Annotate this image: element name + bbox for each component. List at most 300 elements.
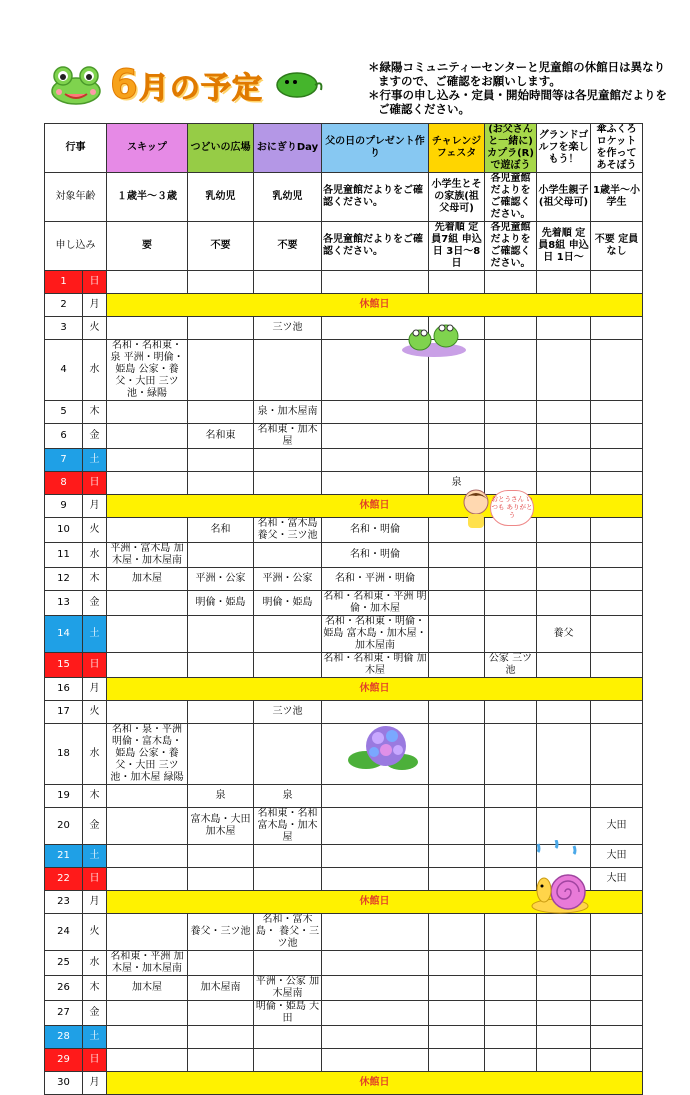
schedule-cell <box>537 785 591 808</box>
schedule-cell <box>485 271 537 294</box>
schedule-cell: 名和・泉・平洲 明倫・富木島・姫島 公家・養父・大田 三ツ池・加木屋 緑陽 <box>107 724 188 785</box>
schedule-cell <box>107 449 188 472</box>
schedule-cell: 名和東 <box>188 424 254 449</box>
schedule-cell <box>107 591 188 616</box>
schedule-cell <box>591 914 643 951</box>
schedule-cell: 富木島・大田 加木屋 <box>188 808 254 845</box>
schedule-cell <box>429 1026 485 1049</box>
schedule-cell <box>537 472 591 495</box>
schedule-cell: 明倫・姫島 大田 <box>254 1001 322 1026</box>
closed-day: 休館日 <box>107 1072 643 1095</box>
schedule-cell <box>322 951 429 976</box>
schedule-cell <box>537 653 591 678</box>
schedule-cell <box>537 808 591 845</box>
day-number: 26 <box>45 976 83 1001</box>
schedule-cell <box>188 340 254 401</box>
schedule-cell <box>254 1026 322 1049</box>
schedule-cell <box>188 868 254 891</box>
schedule-cell <box>537 424 591 449</box>
schedule-cell <box>485 616 537 653</box>
schedule-cell <box>429 724 485 785</box>
schedule-cell <box>485 317 537 340</box>
schedule-cell <box>537 724 591 785</box>
schedule-cell: 名和東・名和 富木島・加木屋 <box>254 808 322 845</box>
day-weekday: 月 <box>83 891 107 914</box>
day-weekday: 土 <box>83 616 107 653</box>
schedule-cell <box>188 845 254 868</box>
schedule-cell <box>429 653 485 678</box>
schedule-cell <box>429 616 485 653</box>
schedule-cell <box>188 317 254 340</box>
col-golf: グランドゴルフを楽しもう！ <box>537 124 591 173</box>
schedule-cell <box>591 701 643 724</box>
day-number: 9 <box>45 495 83 518</box>
schedule-cell <box>537 271 591 294</box>
day-row <box>45 678 643 701</box>
day-weekday: 水 <box>83 724 107 785</box>
schedule-cell <box>322 1001 429 1026</box>
col-onigiri: おにぎりDay <box>254 124 322 173</box>
schedule-cell <box>107 518 188 543</box>
schedule-cell <box>537 976 591 1001</box>
schedule-cell <box>107 785 188 808</box>
schedule-cell <box>537 543 591 568</box>
schedule-cell <box>322 472 429 495</box>
schedule-cell <box>429 401 485 424</box>
title-area <box>50 62 323 108</box>
target-challenge: 小学生とその家族(祖父母可) <box>429 173 485 222</box>
schedule-cell <box>485 976 537 1001</box>
schedule-cell <box>254 1049 322 1072</box>
schedule-cell <box>537 591 591 616</box>
day-row <box>45 340 643 401</box>
event-row <box>45 124 643 173</box>
apply-umbrella: 不要 定員なし <box>591 222 643 271</box>
day-number: 3 <box>45 317 83 340</box>
schedule-cell: 平洲・公家 加木屋南 <box>254 976 322 1001</box>
day-row <box>45 1026 643 1049</box>
schedule-cell <box>485 785 537 808</box>
target-hiroba: 乳幼児 <box>188 173 254 222</box>
schedule-cell <box>188 653 254 678</box>
day-weekday: 月 <box>83 1072 107 1095</box>
closed-day: 休館日 <box>107 495 643 518</box>
schedule-cell <box>591 1001 643 1026</box>
day-weekday: 木 <box>83 568 107 591</box>
day-number: 30 <box>45 1072 83 1095</box>
schedule-cell <box>429 424 485 449</box>
schedule-cell: 大田 <box>591 845 643 868</box>
day-weekday: 月 <box>83 678 107 701</box>
schedule-cell <box>591 591 643 616</box>
schedule-cell <box>429 976 485 1001</box>
schedule-cell <box>188 1001 254 1026</box>
schedule-cell <box>188 401 254 424</box>
schedule-cell: 泉 <box>254 785 322 808</box>
schedule-cell: 名和東・平洲 加木屋・加木屋南 <box>107 951 188 976</box>
schedule-cell: 養父 <box>537 616 591 653</box>
day-weekday: 月 <box>83 294 107 317</box>
schedule-cell <box>537 518 591 543</box>
day-weekday: 日 <box>83 472 107 495</box>
schedule-cell <box>322 914 429 951</box>
schedule-cell <box>254 472 322 495</box>
schedule-cell <box>485 1049 537 1072</box>
day-weekday: 金 <box>83 424 107 449</box>
schedule-cell <box>485 449 537 472</box>
schedule-cell <box>591 518 643 543</box>
schedule-cell <box>485 724 537 785</box>
schedule-cell <box>429 845 485 868</box>
schedule-cell: 三ツ池 <box>254 701 322 724</box>
day-weekday: 水 <box>83 951 107 976</box>
schedule-cell <box>107 271 188 294</box>
header <box>0 0 690 122</box>
schedule-cell <box>188 951 254 976</box>
closed-day: 休館日 <box>107 294 643 317</box>
schedule-cell: 養父・三ツ池 <box>188 914 254 951</box>
day-number: 10 <box>45 518 83 543</box>
schedule-cell <box>429 1001 485 1026</box>
schedule-cell <box>188 271 254 294</box>
schedule-cell: 公家 三ツ池 <box>485 653 537 678</box>
note-line: ＊行事の申し込み・定員・開始時間等は各児童館だよりをご確認ください。 <box>368 88 667 116</box>
day-row <box>45 568 643 591</box>
day-row <box>45 785 643 808</box>
father-card-text: おとうさん いつも ありがとう <box>490 490 534 526</box>
schedule-cell <box>107 424 188 449</box>
apply-challenge: 先着順 定員7組 申込日 3日～8日 <box>429 222 485 271</box>
day-weekday: 金 <box>83 808 107 845</box>
day-row <box>45 401 643 424</box>
schedule-cell <box>537 401 591 424</box>
schedule-cell <box>322 1026 429 1049</box>
schedule-cell: 大田 <box>591 808 643 845</box>
day-row <box>45 951 643 976</box>
schedule-cell <box>591 616 643 653</box>
schedule-cell <box>591 568 643 591</box>
schedule-cell <box>254 449 322 472</box>
schedule-cell <box>591 951 643 976</box>
schedule-cell <box>322 845 429 868</box>
day-number: 27 <box>45 1001 83 1026</box>
schedule-cell <box>429 868 485 891</box>
day-number: 29 <box>45 1049 83 1072</box>
day-weekday: 日 <box>83 1049 107 1072</box>
apply-hiroba: 不要 <box>188 222 254 271</box>
schedule-cell <box>107 317 188 340</box>
target-golf: 小学生親子(祖父母可) <box>537 173 591 222</box>
day-weekday: 月 <box>83 495 107 518</box>
day-row <box>45 1049 643 1072</box>
day-row <box>45 1001 643 1026</box>
schedule-cell <box>429 914 485 951</box>
schedule-cell <box>591 1026 643 1049</box>
schedule-cell <box>322 424 429 449</box>
schedule-cell <box>107 868 188 891</box>
schedule-cell <box>254 653 322 678</box>
schedule-cell <box>591 785 643 808</box>
schedule-cell <box>429 543 485 568</box>
schedule-cell <box>107 401 188 424</box>
target-onigiri: 乳幼児 <box>254 173 322 222</box>
target-kapla: 各児童館だよりをご確認ください。 <box>485 173 537 222</box>
day-row <box>45 1072 643 1095</box>
schedule-cell <box>537 701 591 724</box>
schedule-cell <box>537 340 591 401</box>
day-weekday: 木 <box>83 785 107 808</box>
day-weekday: 木 <box>83 976 107 1001</box>
day-row <box>45 271 643 294</box>
target-skip: １歳半～３歳 <box>107 173 188 222</box>
day-weekday: 火 <box>83 701 107 724</box>
schedule-cell <box>429 449 485 472</box>
schedule-cell <box>188 1026 254 1049</box>
day-number: 17 <box>45 701 83 724</box>
schedule-cell <box>485 868 537 891</box>
schedule-cell <box>591 724 643 785</box>
day-number: 13 <box>45 591 83 616</box>
apply-kapla: 各児童館だよりをご確認ください。 <box>485 222 537 271</box>
day-number: 15 <box>45 653 83 678</box>
schedule-cell <box>254 868 322 891</box>
schedule-cell <box>485 568 537 591</box>
day-row <box>45 724 643 785</box>
target-label: 対象年齢 <box>45 173 107 222</box>
day-number: 24 <box>45 914 83 951</box>
schedule-cell <box>591 449 643 472</box>
closed-day: 休館日 <box>107 678 643 701</box>
frog-icon <box>50 65 102 105</box>
day-weekday: 日 <box>83 271 107 294</box>
schedule-table <box>44 123 643 1095</box>
schedule-cell <box>188 724 254 785</box>
schedule-cell <box>537 568 591 591</box>
frogs-illustration <box>400 316 468 358</box>
schedule-cell: 泉 <box>429 472 485 495</box>
snail-illustration <box>530 840 592 916</box>
day-number: 25 <box>45 951 83 976</box>
day-number: 8 <box>45 472 83 495</box>
day-weekday: 土 <box>83 449 107 472</box>
note-line: ＊緑陽コミュニティーセンターと児童館の休館日は異なりますので、ご確認をお願いします。 <box>368 60 666 88</box>
schedule-cell <box>591 340 643 401</box>
schedule-cell <box>322 976 429 1001</box>
schedule-cell <box>485 424 537 449</box>
schedule-cell <box>429 808 485 845</box>
schedule-cell: 名和・明倫 <box>322 518 429 543</box>
schedule-cell <box>485 951 537 976</box>
schedule-cell <box>188 543 254 568</box>
schedule-cell <box>537 1001 591 1026</box>
schedule-cell <box>254 271 322 294</box>
schedule-cell <box>485 914 537 951</box>
day-number: 22 <box>45 868 83 891</box>
schedule-cell <box>254 340 322 401</box>
schedule-cell <box>485 845 537 868</box>
day-number: 7 <box>45 449 83 472</box>
day-row <box>45 317 643 340</box>
apply-row <box>45 222 643 271</box>
schedule-cell: 名和・名和東・平洲 明倫・加木屋 <box>323 591 427 614</box>
schedule-cell <box>429 568 485 591</box>
schedule-cell <box>322 401 429 424</box>
schedule-cell: 名和東・加木屋 <box>254 424 322 449</box>
col-hiroba: つどいの広場 <box>188 124 254 173</box>
schedule-cell <box>429 951 485 976</box>
schedule-cell <box>107 616 188 653</box>
day-row <box>45 472 643 495</box>
day-weekday: 火 <box>83 518 107 543</box>
tadpole-icon <box>273 70 323 100</box>
col-skip: スキップ <box>107 124 188 173</box>
apply-father: 各児童館だよりをご確認ください。 <box>322 222 429 271</box>
schedule-cell <box>188 616 254 653</box>
schedule-cell <box>591 976 643 1001</box>
schedule-cell <box>537 449 591 472</box>
target-father: 各児童館だよりをご確認ください。 <box>322 173 429 222</box>
day-weekday: 金 <box>83 591 107 616</box>
apply-skip: 要 <box>107 222 188 271</box>
schedule-cell <box>537 317 591 340</box>
day-number: 20 <box>45 808 83 845</box>
apply-onigiri: 不要 <box>254 222 322 271</box>
schedule-cell: 加木屋 <box>107 568 188 591</box>
schedule-cell <box>107 1049 188 1072</box>
schedule-cell: 名和・名和東・明倫 加木屋 <box>323 653 427 676</box>
day-weekday: 日 <box>83 868 107 891</box>
schedule-cell <box>591 543 643 568</box>
day-number: 23 <box>45 891 83 914</box>
father-card-illustration <box>458 486 533 530</box>
schedule-cell: 泉 <box>188 785 254 808</box>
schedule-cell <box>537 1049 591 1072</box>
day-row <box>45 495 643 518</box>
schedule-cell <box>485 701 537 724</box>
schedule-cell: 名和・富木島・ 養父・三ツ池 <box>254 914 322 951</box>
schedule-cell: 名和・名和東・明倫・姫島 富木島・加木屋・加木屋南 <box>323 616 427 651</box>
day-row <box>45 591 643 616</box>
schedule-cell <box>107 808 188 845</box>
schedule-cell <box>322 808 429 845</box>
day-row <box>45 701 643 724</box>
apply-golf: 先着順 定員8組 申込日 1日～ <box>537 222 591 271</box>
day-weekday: 土 <box>83 845 107 868</box>
schedule-cell <box>485 1026 537 1049</box>
day-row <box>45 294 643 317</box>
target-umbrella: 1歳半～小学生 <box>591 173 643 222</box>
hydrangea-illustration <box>346 722 422 774</box>
day-number: 28 <box>45 1026 83 1049</box>
schedule-cell: 加木屋 <box>107 976 188 1001</box>
day-row <box>45 914 643 951</box>
day-weekday: 土 <box>83 1026 107 1049</box>
schedule-cell <box>254 616 322 653</box>
event-label: 行事 <box>45 124 107 173</box>
day-number: 12 <box>45 568 83 591</box>
schedule-cell: 平洲・公家 <box>254 568 322 591</box>
day-number: 6 <box>45 424 83 449</box>
schedule-cell: 平洲・富木島 加木屋・加木屋南 <box>107 543 188 568</box>
schedule-cell <box>591 271 643 294</box>
schedule-cell: 名和・名和東・泉 平洲・明倫・姫島 公家・養父・大田 三ツ池・緑陽 <box>107 340 188 401</box>
target-row <box>45 173 643 222</box>
schedule-cell <box>188 472 254 495</box>
schedule-cell <box>107 653 188 678</box>
closed-day: 休館日 <box>107 891 643 914</box>
schedule-cell <box>254 543 322 568</box>
day-row <box>45 518 643 543</box>
day-number: 4 <box>45 340 83 401</box>
day-number: 1 <box>45 271 83 294</box>
day-row <box>45 424 643 449</box>
col-umbrella: 傘ふくろロケットを作ってあそぼう <box>591 124 643 173</box>
schedule-cell <box>591 1049 643 1072</box>
schedule-cell <box>107 1001 188 1026</box>
day-row <box>45 449 643 472</box>
schedule-cell: 名和・平洲・明倫 <box>322 568 429 591</box>
schedule-cell <box>429 701 485 724</box>
schedule-cell <box>485 808 537 845</box>
day-weekday: 水 <box>83 340 107 401</box>
schedule-cell <box>591 401 643 424</box>
page-title: 6月の予定 <box>110 62 263 108</box>
day-weekday: 水 <box>83 543 107 568</box>
schedule-cell <box>322 271 429 294</box>
schedule-cell <box>188 449 254 472</box>
schedule-cell <box>485 1001 537 1026</box>
schedule-cell <box>107 1026 188 1049</box>
schedule-cell: 平洲・公家 <box>188 568 254 591</box>
schedule-cell <box>254 845 322 868</box>
day-number: 16 <box>45 678 83 701</box>
col-father: 父の日のプレゼント作り <box>322 124 429 173</box>
schedule-cell <box>537 914 591 951</box>
day-weekday: 火 <box>83 317 107 340</box>
day-row <box>45 616 643 653</box>
day-weekday: 木 <box>83 401 107 424</box>
schedule-cell <box>107 914 188 951</box>
schedule-cell <box>429 271 485 294</box>
schedule-cell <box>485 340 537 401</box>
notes <box>368 60 668 116</box>
day-weekday: 金 <box>83 1001 107 1026</box>
day-number: 5 <box>45 401 83 424</box>
schedule-cell: 大田 <box>591 868 643 891</box>
schedule-cell <box>188 701 254 724</box>
day-number: 18 <box>45 724 83 785</box>
day-number: 2 <box>45 294 83 317</box>
schedule-cell <box>537 951 591 976</box>
day-number: 21 <box>45 845 83 868</box>
schedule-cell <box>107 472 188 495</box>
schedule-cell: 名和・明倫 <box>322 543 429 568</box>
day-row <box>45 653 643 678</box>
schedule-cell <box>429 785 485 808</box>
apply-label: 申し込み <box>45 222 107 271</box>
day-weekday: 火 <box>83 914 107 951</box>
schedule-cell <box>254 951 322 976</box>
day-number: 11 <box>45 543 83 568</box>
schedule-cell <box>322 868 429 891</box>
schedule-cell: 三ツ池 <box>254 317 322 340</box>
day-number: 14 <box>45 616 83 653</box>
schedule-cell <box>107 701 188 724</box>
schedule-cell <box>485 401 537 424</box>
schedule-cell <box>429 1049 485 1072</box>
col-kapla: (お父さんと一緒に)カプラ(R)で遊ぼう <box>485 124 537 173</box>
schedule-cell <box>107 845 188 868</box>
